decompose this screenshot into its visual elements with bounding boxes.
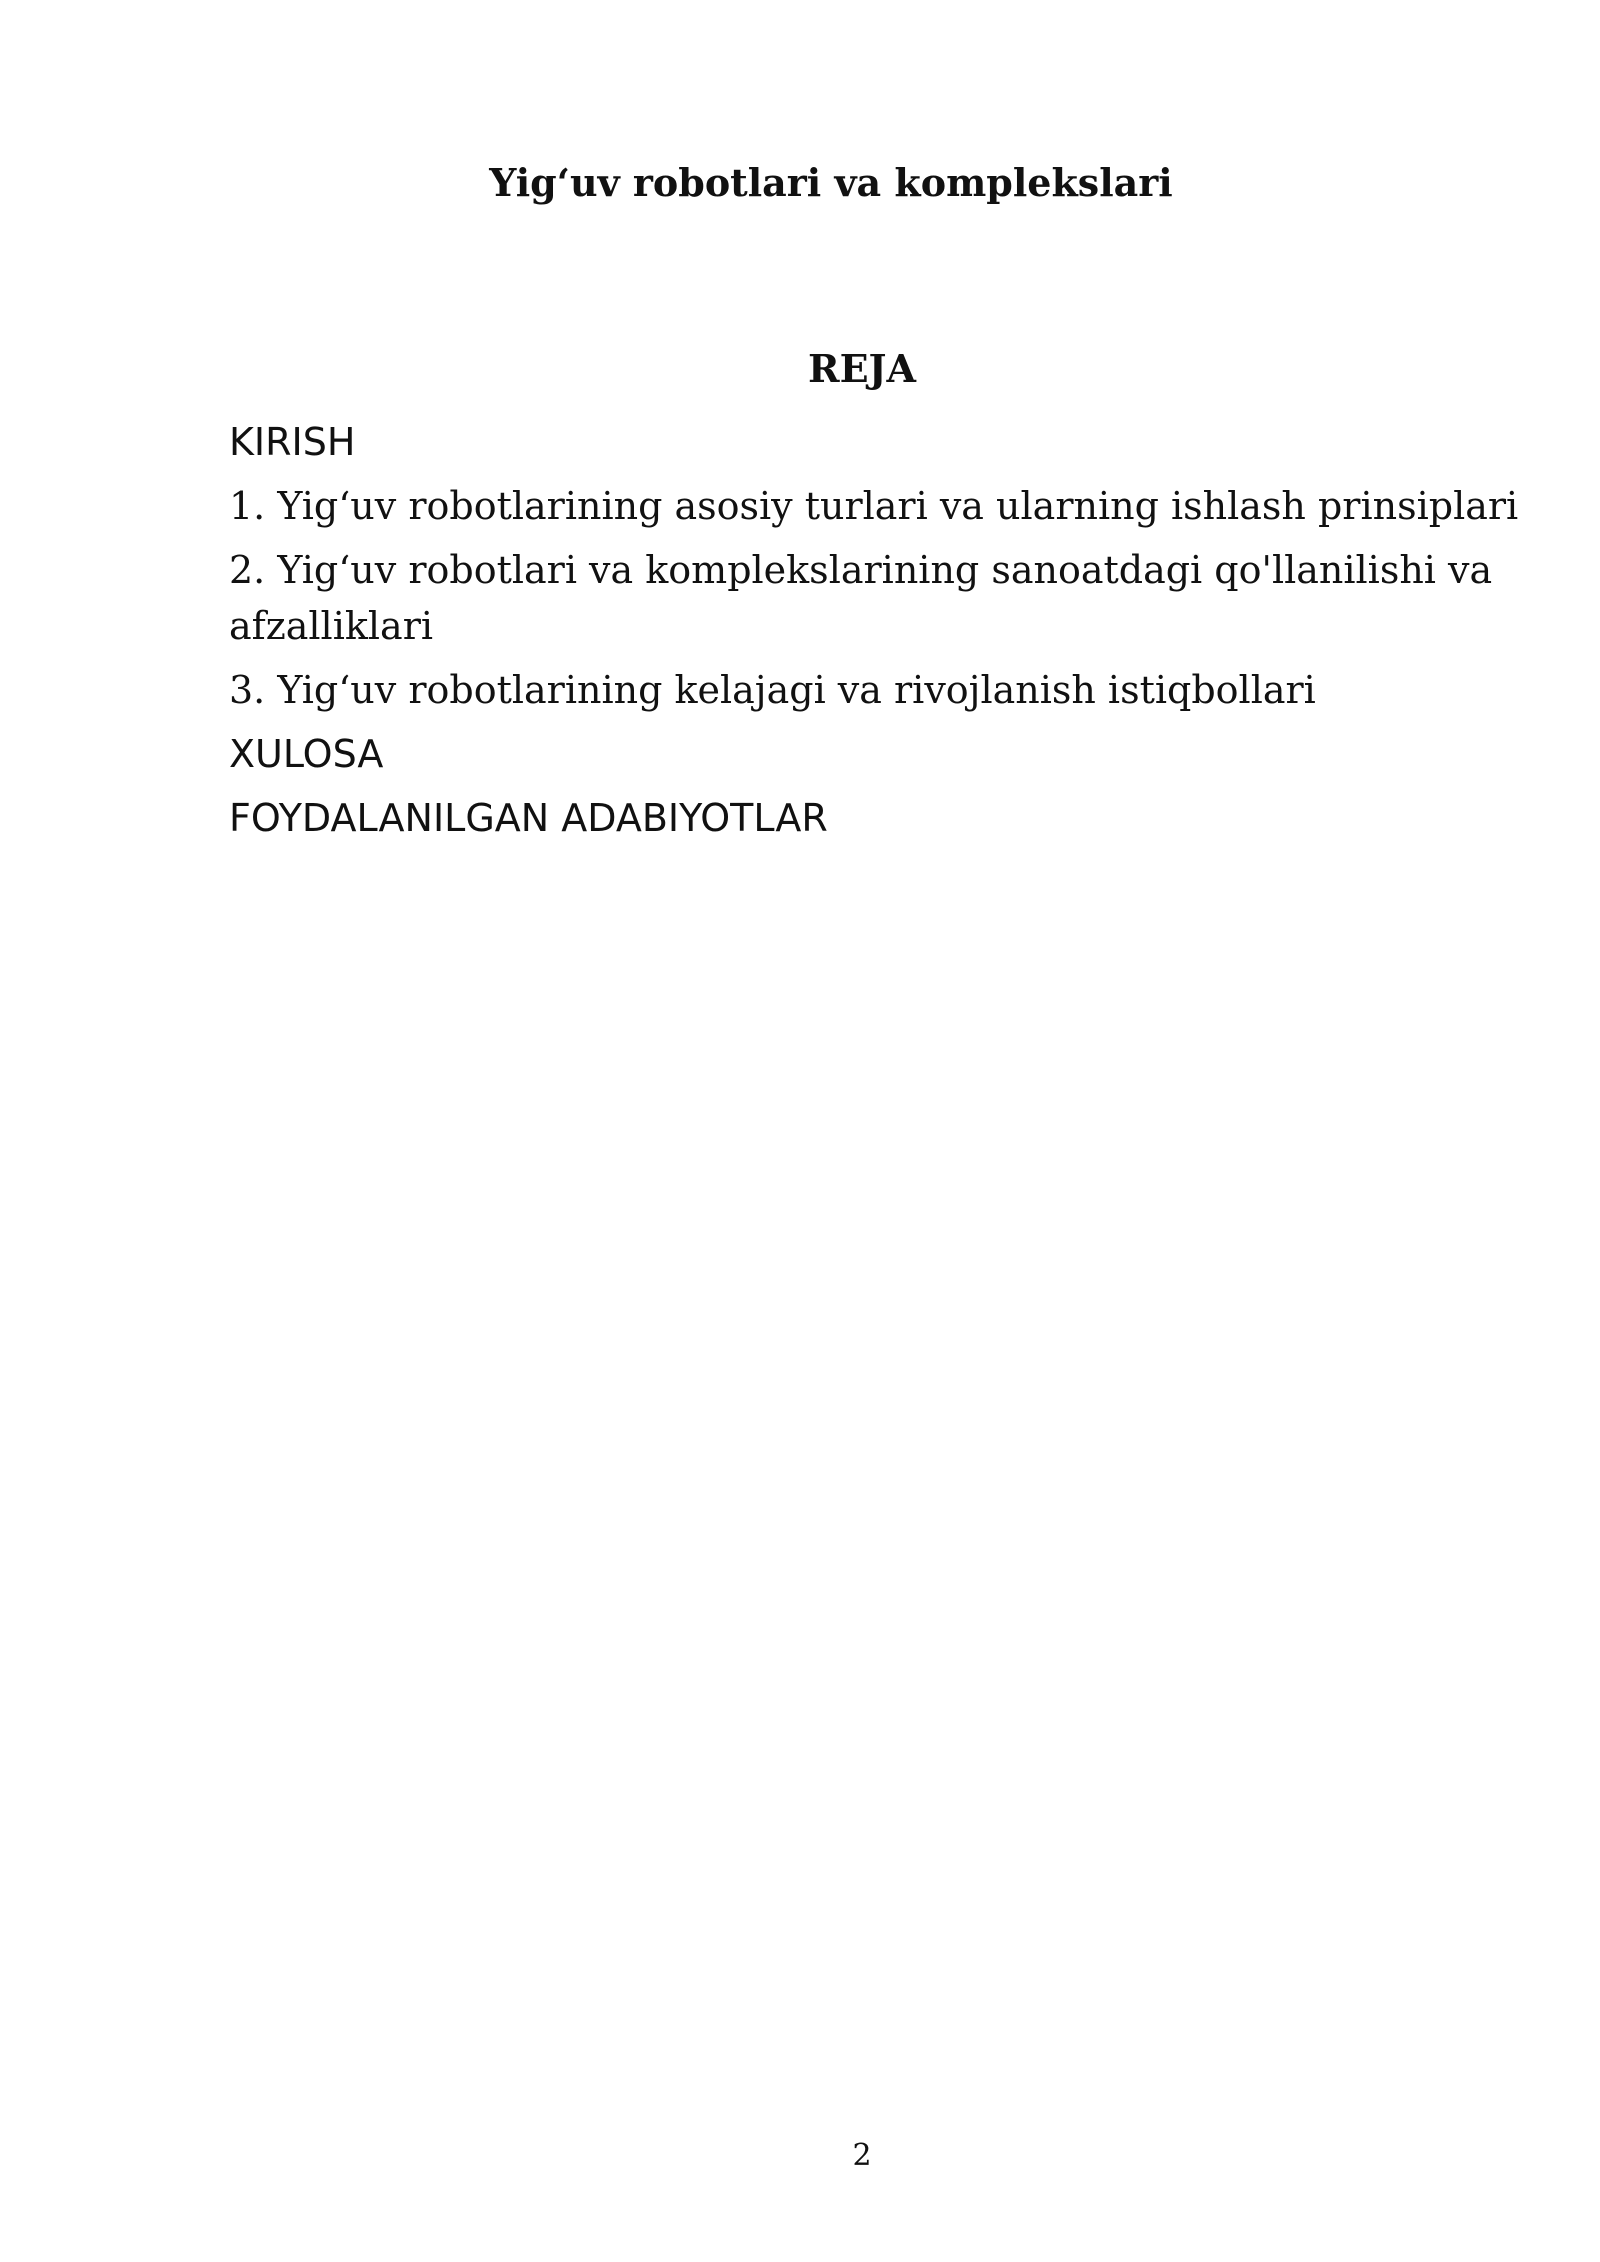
plan-item-references: FOYDALANILGAN ADABIYOTLAR (229, 796, 828, 840)
plan-heading: REJA (807, 346, 916, 391)
plan-list (229, 414, 1529, 854)
page-number: 2 (852, 2138, 872, 2173)
plan-item-introduction: KIRISH (229, 420, 356, 464)
plan-item-3: 3. Yig‘uv robotlarining kelajagi va rivojlanish istiqbollari (229, 668, 1316, 712)
plan-item-2: 2. Yig‘uv robotlari va komplekslarining sanoatdagi qo'llanilishi va afzalliklari (229, 548, 1493, 648)
plan-item-conclusion: XULOSA (229, 732, 384, 776)
document-title: Yig‘uv robotlari va komplekslari (489, 160, 1173, 205)
plan-item-1: 1. Yig‘uv robotlarining asosiy turlari va ularning ishlash prinsiplari (229, 484, 1519, 528)
